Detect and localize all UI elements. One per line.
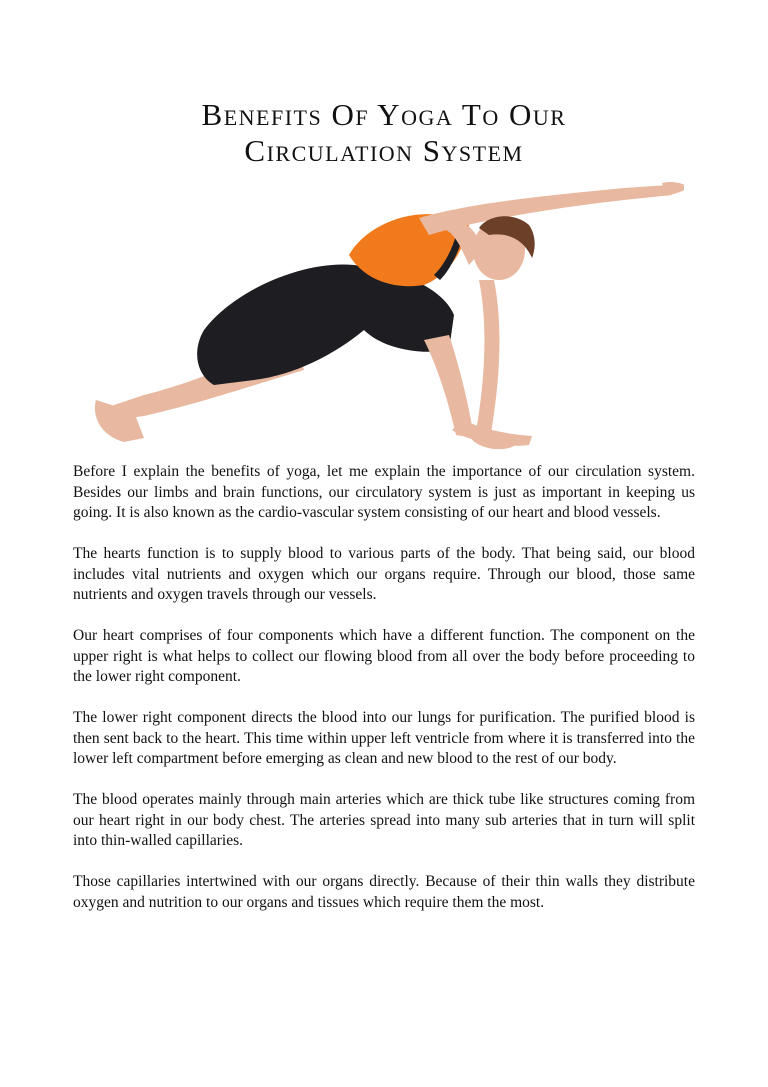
yoga-pose-illustration [84, 180, 684, 460]
support-arm [474, 280, 499, 444]
body-text [73, 462, 695, 934]
title-line-1: Benefits Of Yoga To Our [201, 96, 567, 132]
page-title [0, 97, 768, 169]
paragraph-3: Our heart comprises of four components which have a different function. The component on the upper right is what helps to collect our flowing blood from all over the body before proceeding to the lower right component. [73, 627, 695, 685]
title-line-2: Circulation System [244, 132, 524, 168]
paragraph-1: Before I explain the benefits of yoga, let me explain the importance of our circulation system. Besides our limbs and brain functions, our circulatory system is just as important in keeping us going. It is also known as the cardio-vascular system consisting of our heart and blood vessels. [73, 463, 695, 521]
paragraph-6: Those capillaries intertwined with our organs directly. Because of their thin walls they distribute oxygen and nutrition to our organs and tissues which require them the most. [73, 873, 695, 911]
paragraph-5: The blood operates mainly through main arteries which are thick tube like structures coming from our heart right in our body chest. The arteries spread into many sub arteries that in turn will split into thin-walled capillaries. [73, 791, 695, 849]
paragraph-2: The hearts function is to supply blood to various parts of the body. That being said, our blood includes vital nutrients and oxygen which our organs require. Through our blood, those same nutrients and oxygen travels through our vessels. [73, 545, 695, 603]
floor-hand [469, 435, 514, 449]
paragraph-4: The lower right component directs the blood into our lungs for purification. The purified blood is then sent back to the heart. This time within upper left ventricle from where it is transferred into the lower left compartment before emerging as clean and new blood to the rest of our body. [73, 709, 695, 767]
